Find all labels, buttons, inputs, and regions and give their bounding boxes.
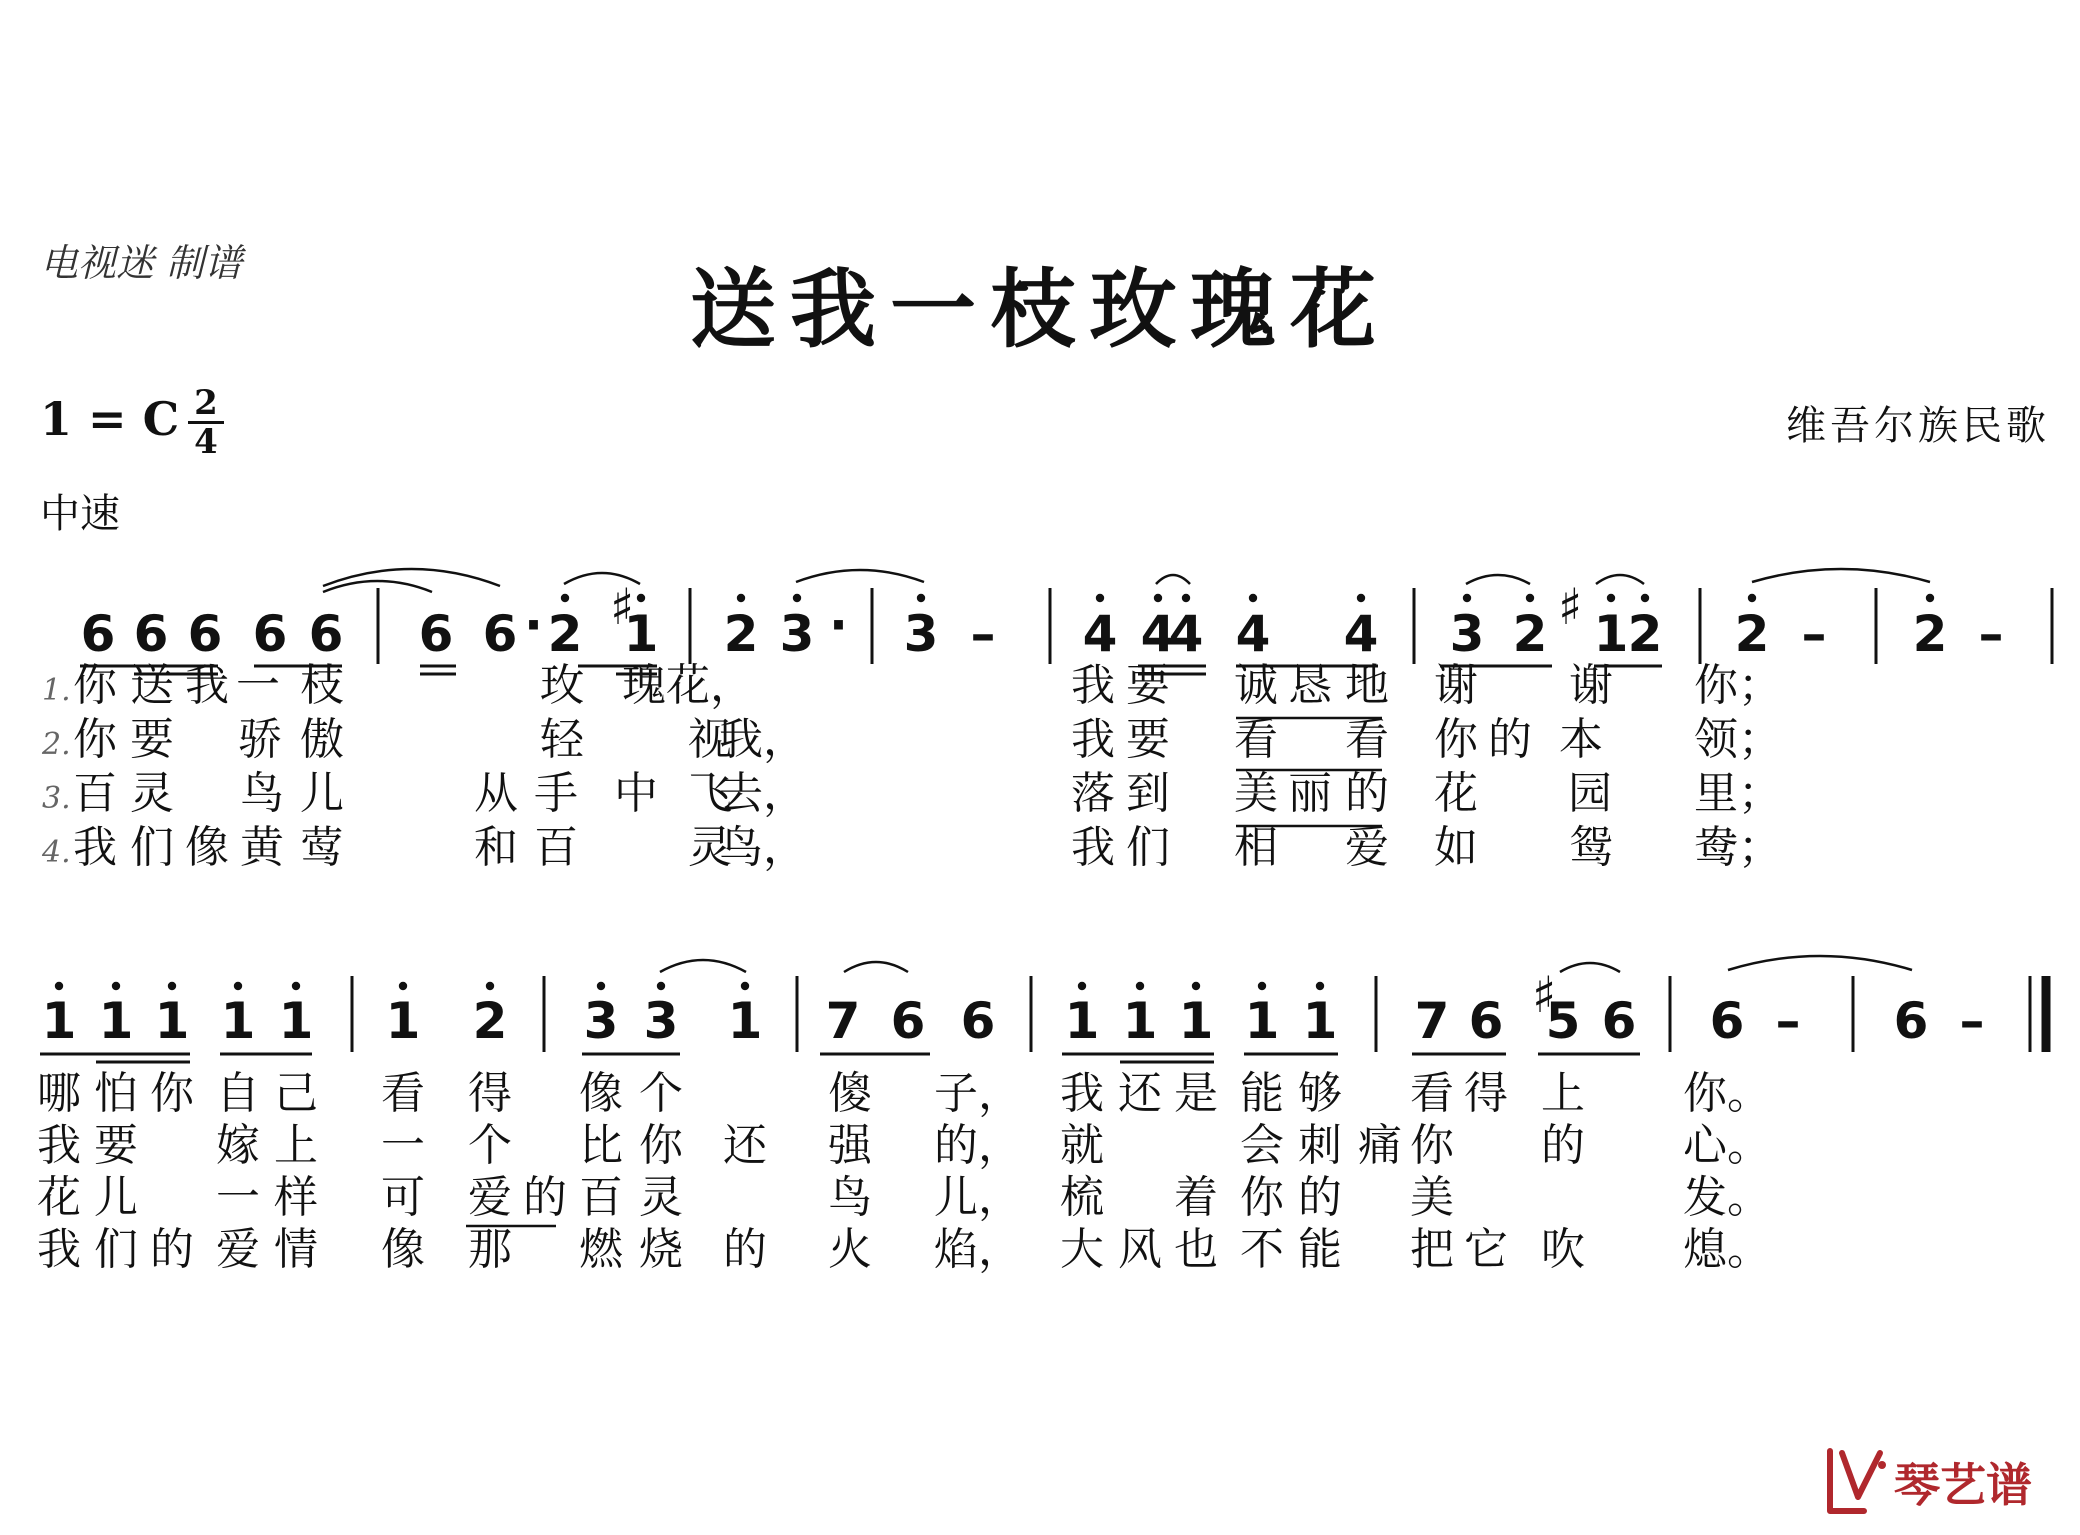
- note: 6: [133, 605, 169, 663]
- lyric-char: 儿: [94, 1172, 138, 1223]
- octave-dot: [1258, 982, 1266, 990]
- octave-dot: [112, 982, 120, 990]
- lyric-char: 痛: [1358, 1120, 1402, 1171]
- octave-dot: [561, 594, 569, 602]
- lyric-char: 我: [185, 660, 229, 711]
- octave-dot: [917, 594, 925, 602]
- note: 2: [1734, 605, 1770, 663]
- staff-system-1: [41, 569, 2052, 873]
- note: 6: [1893, 992, 1929, 1050]
- note: 7: [825, 992, 861, 1050]
- lyric-char: 能: [1240, 1068, 1284, 1119]
- qinyipu-logo-icon: [1830, 1451, 1886, 1511]
- lyric-char: 怕: [94, 1068, 138, 1119]
- octave-dot: [486, 982, 494, 990]
- sustain-dash: –: [1959, 992, 1985, 1050]
- lyric-char: 相: [1234, 822, 1278, 873]
- lyric-char: 骄: [238, 714, 282, 765]
- lyric-char: 是: [1174, 1068, 1218, 1119]
- lyric-char: 莺: [300, 822, 344, 873]
- lyric-char: 我: [37, 1224, 81, 1275]
- lyric-char: 瑰: [622, 660, 666, 711]
- note: 1: [1178, 992, 1214, 1050]
- tie: [796, 570, 924, 582]
- lyric-char: 爱: [1345, 822, 1389, 873]
- lyric-char: 百: [579, 1172, 623, 1223]
- lyric-char: 傲: [300, 714, 344, 765]
- octave-dot: [1154, 594, 1162, 602]
- octave-dot: [1526, 594, 1534, 602]
- slur: [1596, 575, 1644, 584]
- slur: [660, 960, 746, 972]
- note: 6: [1468, 992, 1504, 1050]
- lyric-char: 要: [1126, 660, 1170, 711]
- lyric-char: 的，: [934, 1120, 1022, 1171]
- octave-dot: [1192, 982, 1200, 990]
- lyric-char: 恳: [1288, 660, 1332, 711]
- sharp-sign: ♯: [1558, 578, 1583, 636]
- lyric-char: 灵: [130, 768, 174, 819]
- lyric-char: 你；: [1694, 660, 1782, 711]
- note: 6: [482, 605, 518, 663]
- lyric-char: 你: [639, 1120, 683, 1171]
- lyric-char: 风: [1118, 1224, 1162, 1275]
- lyric-char: 可: [381, 1172, 425, 1223]
- lyric-char: 把: [1410, 1224, 1454, 1275]
- octave-dot: [793, 594, 801, 602]
- lyric-char: 看: [381, 1068, 425, 1119]
- note: 1: [1593, 605, 1629, 663]
- lyric-char: 强: [828, 1120, 872, 1171]
- note: 3: [583, 992, 619, 1050]
- lyric-char: 发。: [1683, 1172, 1771, 1223]
- lyric-char: 百: [534, 822, 578, 873]
- staff-system-2: [37, 956, 2046, 1275]
- lyric-char: 自: [216, 1068, 260, 1119]
- lyric-char: 美: [1234, 768, 1278, 819]
- lyric-char: 送: [130, 660, 174, 711]
- lyric-char: 鸟: [828, 1172, 872, 1223]
- octave-dot: [1249, 594, 1257, 602]
- octave-dot: [399, 982, 407, 990]
- octave-dot: [1078, 982, 1086, 990]
- lyric-char: 我: [37, 1120, 81, 1171]
- augmentation-dot: ·: [829, 596, 848, 654]
- note: 1: [1302, 992, 1338, 1050]
- lyric-char: 子，: [934, 1068, 1022, 1119]
- lyric-char: 鸟，: [719, 822, 807, 873]
- note: 3: [1449, 605, 1485, 663]
- note: 2: [723, 605, 759, 663]
- note: 2: [547, 605, 583, 663]
- lyric-char: 像: [381, 1224, 425, 1275]
- verse-number: 1.: [42, 673, 71, 708]
- lyric-char: 熄。: [1683, 1224, 1771, 1275]
- note: 1: [727, 992, 763, 1050]
- note: 6: [1709, 992, 1745, 1050]
- octave-dot: [55, 982, 63, 990]
- lyric-char: 大: [1060, 1224, 1104, 1275]
- lyric-char: 到: [1126, 768, 1170, 819]
- note: 2: [472, 992, 508, 1050]
- sustain-dash: –: [1801, 605, 1827, 663]
- lyric-char: 燃: [579, 1224, 623, 1275]
- lyric-char: 的: [1488, 714, 1532, 765]
- lyric-char: 谢: [1434, 660, 1478, 711]
- lyric-char: 儿，: [934, 1172, 1022, 1223]
- octave-dot: [1748, 594, 1756, 602]
- lyric-char: 的: [723, 1224, 767, 1275]
- lyric-char: 你: [150, 1068, 194, 1119]
- note: 1: [623, 605, 659, 663]
- sustain-dash: –: [1775, 992, 1801, 1050]
- lyric-char: 要: [1126, 714, 1170, 765]
- lyric-char: 们: [1126, 822, 1170, 873]
- lyric-char: 刺: [1298, 1120, 1342, 1171]
- octave-dot: [1926, 594, 1934, 602]
- octave-dot: [637, 594, 645, 602]
- note: 1: [1064, 992, 1100, 1050]
- lyric-char: 诚: [1234, 660, 1278, 711]
- lyric-char: 能: [1298, 1224, 1342, 1275]
- octave-dot: [234, 982, 242, 990]
- lyric-char: 你: [1410, 1120, 1454, 1171]
- lyric-char: 看: [1410, 1068, 1454, 1119]
- verse-number: 3.: [42, 781, 71, 816]
- score-credit: 电视迷 制谱: [40, 241, 243, 285]
- lyric-char: 飞: [688, 768, 732, 819]
- lyric-char: 手: [534, 768, 578, 819]
- time-signature-bottom: 4: [194, 422, 218, 462]
- lyric-char: 得: [1464, 1068, 1508, 1119]
- lyric-char: 爱: [468, 1172, 512, 1223]
- lyric-char: 鸯；: [1694, 822, 1782, 873]
- lyric-char: 花: [37, 1172, 81, 1223]
- lyric-char: 儿: [300, 768, 344, 819]
- note: 1: [98, 992, 134, 1050]
- lyric-char: 上: [1541, 1068, 1585, 1119]
- lyric-char: 谢: [1569, 660, 1613, 711]
- lyric-char: 你: [73, 660, 117, 711]
- note: 1: [278, 992, 314, 1050]
- note: 4: [1140, 605, 1176, 663]
- lyric-char: 嫁: [216, 1120, 260, 1171]
- note: 5: [1545, 992, 1581, 1050]
- lyric-char: 己: [274, 1068, 318, 1119]
- lyric-char: 要: [94, 1120, 138, 1171]
- lyric-char: 一: [381, 1120, 425, 1171]
- lyric-char: 哪: [37, 1068, 81, 1119]
- lyric-char: 我，: [719, 714, 807, 765]
- lyric-char: 的: [150, 1224, 194, 1275]
- lyric-char: 玫: [540, 660, 584, 711]
- note: 6: [890, 992, 926, 1050]
- note: 4: [1343, 605, 1379, 663]
- qinyipu-logo: [1824, 1441, 2064, 1521]
- note: 2: [1912, 605, 1948, 663]
- note: 3: [903, 605, 939, 663]
- lyric-char: 的: [523, 1172, 567, 1223]
- note: 3: [779, 605, 815, 663]
- lyric-char: 你: [1240, 1172, 1284, 1223]
- lyric-char: 本: [1559, 714, 1603, 765]
- slur: [1560, 963, 1620, 972]
- lyric-char: 得: [468, 1068, 512, 1119]
- tie: [1728, 956, 1912, 970]
- lyric-char: 个: [468, 1120, 512, 1171]
- octave-dot: [168, 982, 176, 990]
- lyric-char: 着: [1174, 1172, 1218, 1223]
- octave-dot: [1357, 594, 1365, 602]
- lyric-char: 丽: [1288, 768, 1332, 819]
- lyric-char: 看: [1234, 714, 1278, 765]
- note: 3: [643, 992, 679, 1050]
- lyric-char: 会: [1240, 1120, 1284, 1171]
- lyric-char: 里；: [1694, 768, 1782, 819]
- note: 1: [1122, 992, 1158, 1050]
- lyric-char: 和: [474, 822, 518, 873]
- lyric-char: 还: [723, 1120, 767, 1171]
- composer: 维吾尔族民歌: [1786, 403, 2050, 449]
- verse-number: 2.: [42, 727, 71, 762]
- lyric-char: 傻: [828, 1068, 872, 1119]
- lyric-char: 落: [1071, 768, 1115, 819]
- lyric-char: 灵: [639, 1172, 683, 1223]
- lyric-char: 百: [73, 768, 117, 819]
- sustain-dash: –: [970, 605, 996, 663]
- lyric-char: 看: [1345, 714, 1389, 765]
- time-signature-top: 2: [194, 383, 218, 423]
- lyric-char: 的: [1298, 1172, 1342, 1223]
- note: 6: [1601, 992, 1637, 1050]
- lyric-char: 样: [274, 1172, 318, 1223]
- lyric-char: 花，: [666, 660, 754, 711]
- octave-dot: [1463, 594, 1471, 602]
- lyric-char: 的: [1345, 768, 1389, 819]
- note: 4: [1082, 605, 1118, 663]
- lyric-char: 园: [1568, 768, 1612, 819]
- octave-dot: [1096, 594, 1104, 602]
- lyric-char: 美: [1410, 1172, 1454, 1223]
- slur: [1466, 575, 1530, 584]
- lyric-char: 你。: [1683, 1068, 1771, 1119]
- song-title: 送我一枝玫瑰花: [690, 259, 1390, 360]
- lyric-char: 爱: [216, 1224, 260, 1275]
- octave-dot: [1641, 594, 1649, 602]
- lyric-char: 们: [94, 1224, 138, 1275]
- lyric-char: 就: [1060, 1120, 1104, 1171]
- slur: [1156, 575, 1190, 584]
- lyric-char: 够: [1298, 1068, 1342, 1119]
- augmentation-dot: ·: [524, 596, 543, 654]
- lyric-char: 我: [1071, 714, 1115, 765]
- lyric-char: 还: [1118, 1068, 1162, 1119]
- octave-dot: [1136, 982, 1144, 990]
- lyric-char: 轻: [540, 714, 584, 765]
- octave-dot: [1607, 594, 1615, 602]
- lyric-char: 也: [1174, 1224, 1218, 1275]
- lyric-char: 像: [185, 822, 229, 873]
- lyric-char: 们: [130, 822, 174, 873]
- lyric-char: 鸳: [1569, 822, 1613, 873]
- lyric-char: 我: [73, 822, 117, 873]
- lyric-char: 去，: [719, 768, 807, 819]
- lyric-char: 火: [828, 1224, 872, 1275]
- lyric-char: 吹: [1541, 1224, 1585, 1275]
- lyric-char: 一: [216, 1172, 260, 1223]
- lyric-char: 中: [614, 768, 658, 819]
- note: 6: [252, 605, 288, 663]
- note: 2: [1627, 605, 1663, 663]
- lyric-char: 鸟: [240, 768, 284, 819]
- lyric-char: 枝: [300, 660, 344, 711]
- note: 1: [385, 992, 421, 1050]
- lyric-char: 比: [579, 1120, 623, 1171]
- qinyipu-logo-text: 琴艺谱: [1894, 1458, 2032, 1512]
- lyric-char: 领；: [1694, 714, 1782, 765]
- octave-dot: [737, 594, 745, 602]
- note: 4: [1168, 605, 1204, 663]
- key-signature: 1 = C: [40, 392, 180, 446]
- slur: [844, 962, 908, 972]
- sharp-sign: ♯: [1532, 966, 1557, 1024]
- lyric-char: 不: [1240, 1224, 1284, 1275]
- tempo-marking: 中速: [40, 491, 120, 537]
- lyric-char: 黄: [240, 822, 284, 873]
- octave-dot: [741, 982, 749, 990]
- note: 4: [1235, 605, 1271, 663]
- lyric-char: 我: [1060, 1068, 1104, 1119]
- note: 6: [80, 605, 116, 663]
- tie: [1752, 569, 1930, 582]
- lyric-char: 花: [1434, 768, 1478, 819]
- octave-dot: [657, 982, 665, 990]
- lyric-char: 你: [73, 714, 117, 765]
- lyric-char: 情: [274, 1224, 318, 1275]
- lyric-char: 我: [1071, 822, 1115, 873]
- lyric-char: 的: [1541, 1120, 1585, 1171]
- note: 6: [308, 605, 344, 663]
- octave-dot: [1316, 982, 1324, 990]
- note: 1: [41, 992, 77, 1050]
- lyric-char: 梳: [1060, 1172, 1104, 1223]
- octave-dot: [597, 982, 605, 990]
- sharp-sign: ♯: [610, 578, 635, 636]
- note: 1: [154, 992, 190, 1050]
- lyric-char: 灵: [688, 822, 732, 873]
- note: 6: [960, 992, 996, 1050]
- lyric-char: 要: [130, 714, 174, 765]
- verse-number: 4.: [42, 835, 71, 870]
- lyric-char: 如: [1434, 822, 1478, 873]
- lyric-char: 个: [639, 1068, 683, 1119]
- lyric-char: 一: [236, 660, 280, 711]
- octave-dot: [1182, 594, 1190, 602]
- lyric-char: 视: [688, 714, 732, 765]
- lyric-char: 从: [474, 768, 518, 819]
- lyric-char: 地: [1345, 660, 1389, 711]
- lyric-char: 心。: [1683, 1120, 1771, 1171]
- note: 2: [1512, 605, 1548, 663]
- lyric-char: 像: [579, 1068, 623, 1119]
- note: 6: [418, 605, 454, 663]
- lyric-char: 我: [1071, 660, 1115, 711]
- lyric-char: 它: [1464, 1224, 1508, 1275]
- note: 1: [1244, 992, 1280, 1050]
- lyric-char: 烧: [639, 1224, 683, 1275]
- octave-dot: [292, 982, 300, 990]
- lyric-char: 那: [468, 1224, 512, 1275]
- lyric-char: 上: [274, 1120, 318, 1171]
- lyric-char: 焰，: [934, 1224, 1022, 1275]
- note: 6: [187, 605, 223, 663]
- note: 1: [220, 992, 256, 1050]
- note: 7: [1414, 992, 1450, 1050]
- lyric-char: 你: [1434, 714, 1478, 765]
- sustain-dash: –: [1978, 605, 2004, 663]
